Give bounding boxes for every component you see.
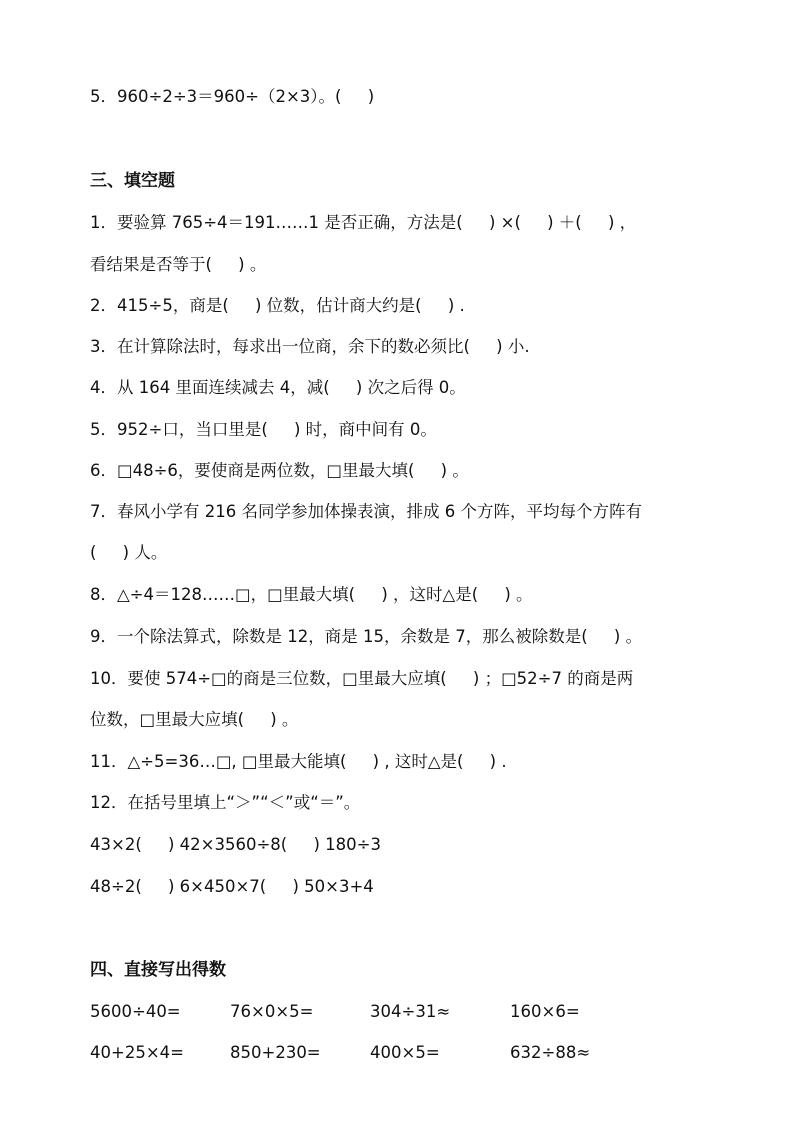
calc-item: 76×0×5= — [230, 1002, 314, 1021]
question-1-line-2: 看结果是否等于( ) 。 — [90, 255, 267, 274]
calc-item: 40+25×4= — [90, 1043, 184, 1062]
question-10-line-2: 位数，□里最大应填( ) 。 — [90, 710, 299, 729]
calc-item: 160×6= — [510, 1002, 580, 1021]
question-7-line-1: 7．春风小学有 216 名同学参加体操表演，排成 6 个方阵，平均每个方阵有 — [90, 502, 642, 521]
comparison-row-2: 48÷2( ) 6×450×7( ) 50×3+4 — [90, 877, 374, 896]
mental-math-row-1 — [90, 1000, 730, 1024]
question-3: 3．在计算除法时，每求出一位商，余下的数必须比( ) 小. — [90, 337, 530, 356]
question-4: 4．从 164 里面连续减去 4，减( ) 次之后得 0。 — [90, 378, 466, 397]
judgement-item-5: 5．960÷2÷3＝960÷（2×3）。( ) — [90, 87, 375, 106]
question-11: 11．△÷5=36…□, □里最大能填( ) , 这时△是( ) . — [90, 752, 507, 771]
calc-item: 632÷88≈ — [510, 1043, 591, 1062]
question-10-line-1: 10．要使 574÷□的商是三位数，□里最大应填( ) ；□52÷7 的商是两 — [90, 669, 634, 688]
question-7-line-2: ( ) 人。 — [90, 543, 168, 562]
question-2: 2．415÷5，商是( ) 位数，估计商大约是( ) . — [90, 296, 465, 315]
comparison-row-1: 43×2( ) 42×3560÷8( ) 180÷3 — [90, 835, 381, 854]
calc-item: 850+230= — [230, 1043, 321, 1062]
question-9: 9．一个除法算式，除数是 12，商是 15，余数是 7，那么被除数是( ) 。 — [90, 627, 643, 646]
question-8: 8．△÷4＝128……□，□里最大填( ) ，这时△是( ) 。 — [90, 585, 533, 604]
question-5: 5．952÷口，当口里是( ) 时，商中间有 0。 — [90, 420, 437, 439]
question-1-line-1: 1．要验算 765÷4＝191……1 是否正确，方法是( ) ×( ) ＋( ) ， — [90, 213, 637, 232]
section-heading-mental-math: 四、直接写出得数 — [90, 960, 226, 980]
section-heading-fill-in: 三、填空题 — [90, 171, 175, 191]
mental-math-row-2 — [90, 1041, 730, 1065]
calc-item: 304÷31≈ — [370, 1002, 451, 1021]
calc-item: 5600÷40= — [90, 1002, 181, 1021]
question-12: 12．在括号里填上“＞”“＜”或“＝”。 — [90, 793, 361, 812]
question-6: 6．□48÷6，要使商是两位数，□里最大填( ) 。 — [90, 461, 469, 480]
calc-item: 400×5= — [370, 1043, 440, 1062]
